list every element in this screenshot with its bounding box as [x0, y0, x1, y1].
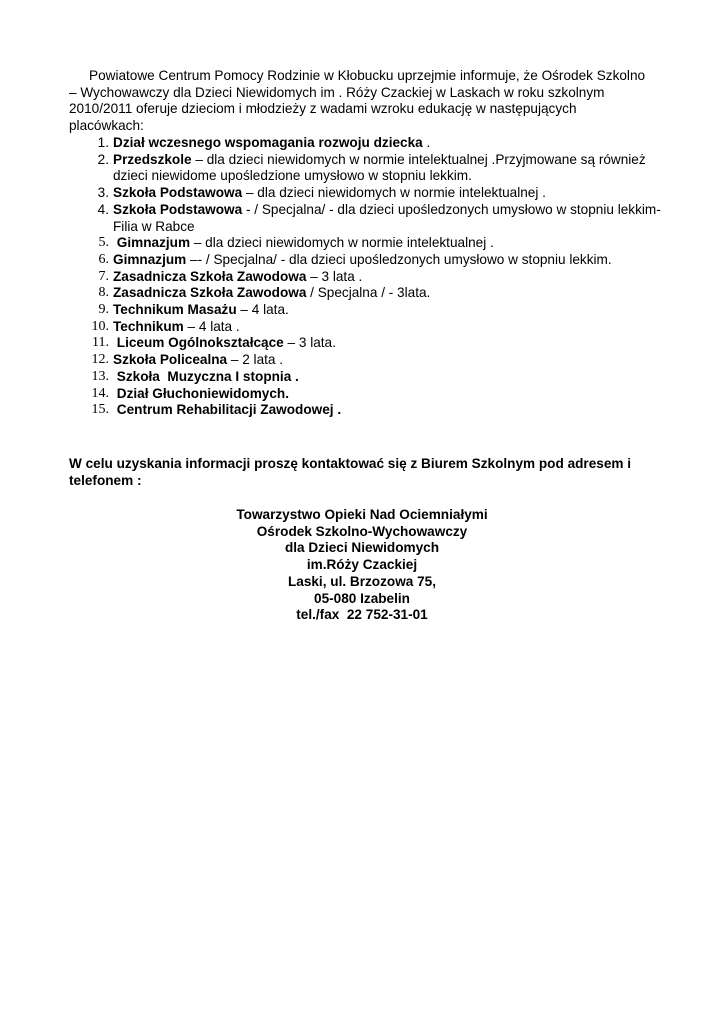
list-item	[69, 335, 669, 352]
address-patron: im.Róży Czackiej	[306, 557, 418, 573]
list-item-number: 7.	[98, 268, 109, 284]
list-item-title: Technikum Masażu	[113, 302, 237, 318]
intro-text: Powiatowe Centrum Pomocy Rodzinie w Kłobucku uprzejmie informuje, że Ośrodek Szkolno – Wychowawczy dla Dzieci Niewidomych im . Róży Czackiej w Laskach w roku szkolnym 2010/2011 oferuje dzieciom i młodzieży z wadami wzroku edukację w następujących placówkach:	[69, 68, 646, 134]
list-item	[69, 135, 669, 152]
list-item-description: / Specjalna / - 3lata.	[306, 285, 431, 301]
address-street: Laski, ul. Brzozowa 75,	[287, 573, 437, 589]
list-item-title: Gimnazjum	[113, 235, 191, 251]
list-item-description: – 3 lata.	[283, 335, 336, 351]
list-item-number: 10.	[91, 318, 109, 334]
list-item-title: Zasadnicza Szkoła Zawodowa	[113, 268, 307, 284]
list-item-number: 12.	[91, 352, 109, 368]
list-item-number: 13.	[91, 368, 109, 384]
address-postal-code: 05-080 Izabelin	[314, 590, 410, 606]
list-item-number: 1.	[97, 135, 109, 150]
list-item-number: 5.	[98, 235, 109, 251]
list-item	[69, 402, 669, 419]
list-item-description: .	[422, 135, 431, 150]
address-institution: Ośrodek Szkolno-Wychowawczy	[256, 523, 468, 539]
list-item-description: – 4 lata.	[236, 302, 289, 318]
list-item-number: 9.	[98, 302, 109, 318]
list-item-description: – dla dzieci niewidomych w normie intelektualnej .	[242, 185, 546, 201]
list-item-number: 2.	[97, 151, 109, 167]
list-item-title: Szkoła Podstawowa	[113, 185, 243, 201]
list-item-number: 11.	[92, 335, 109, 351]
list-item-title: Przedszkole	[113, 151, 192, 167]
list-item-description: – dla dzieci niewidomych w normie intelektualnej .Przyjmowane są również dzieci niewidome upośledzione umysłowo w stopniu lekkim.	[113, 151, 650, 184]
list-item-title: Zasadnicza Szkoła Zawodowa	[113, 285, 307, 301]
list-item	[69, 185, 669, 202]
list-item-number: 4.	[97, 201, 109, 217]
list-item	[69, 152, 669, 185]
list-item-description: – dla dzieci niewidomych w normie intelektualnej .	[190, 235, 494, 251]
list-item-number: 15.	[91, 402, 109, 418]
list-item-title: Szkoła Muzyczna I stopnia .	[113, 368, 299, 384]
list-item-title: Szkoła Policealna	[113, 352, 228, 368]
address-institution-for: dla Dzieci Niewidomych	[284, 540, 440, 556]
list-item-title: Gimnazjum	[113, 251, 187, 267]
list-item	[69, 285, 669, 302]
address-phone: tel./fax 22 752-31-01	[296, 607, 428, 623]
list-item-title: Dział wczesnego wspomagania rozwoju dziecka	[113, 135, 423, 150]
list-item	[69, 319, 669, 336]
list-item	[69, 235, 669, 252]
list-item	[69, 369, 669, 386]
list-item-title: Centrum Rehabilitacji Zawodowej .	[113, 402, 342, 418]
intro-paragraph	[69, 68, 649, 135]
list-item-title: Szkoła Podstawowa	[113, 201, 243, 217]
list-item-description: – 3 lata .	[306, 268, 363, 284]
list-item-title: Liceum Ogólnokształcące	[113, 335, 284, 351]
list-item-number: 3.	[97, 185, 109, 201]
list-item-description: – 2 lata .	[227, 352, 284, 368]
list-item	[69, 269, 669, 286]
list-item-number: 14.	[91, 385, 109, 401]
list-item	[69, 302, 669, 319]
address-block	[0, 507, 724, 624]
list-item	[69, 202, 669, 235]
list-item-description: - / Specjalna/ - dla dzieci upośledzonych umysłowo w stopniu lekkim-Filia w Rabce	[113, 201, 661, 234]
list-item-title: Dział Głuchoniewidomych.	[113, 385, 289, 401]
list-item-description: –- / Specjalna/ - dla dzieci upośledzonych umysłowo w stopniu lekkim.	[186, 251, 612, 267]
address-organization: Towarzystwo Opieki Nad Ociemniałymi	[236, 507, 488, 522]
list-item	[69, 386, 669, 403]
list-item-description: – 4 lata .	[183, 318, 240, 334]
school-list	[69, 135, 669, 419]
list-item-number: 6.	[98, 251, 109, 267]
contact-request: W celu uzyskania informacji proszę kontaktować się z Biurem Szkolnym pod adresem i telefonem :	[69, 456, 632, 488]
list-item	[69, 252, 669, 269]
list-item-number: 8.	[98, 285, 109, 301]
list-item	[69, 352, 669, 369]
list-item-title: Technikum	[113, 318, 184, 334]
